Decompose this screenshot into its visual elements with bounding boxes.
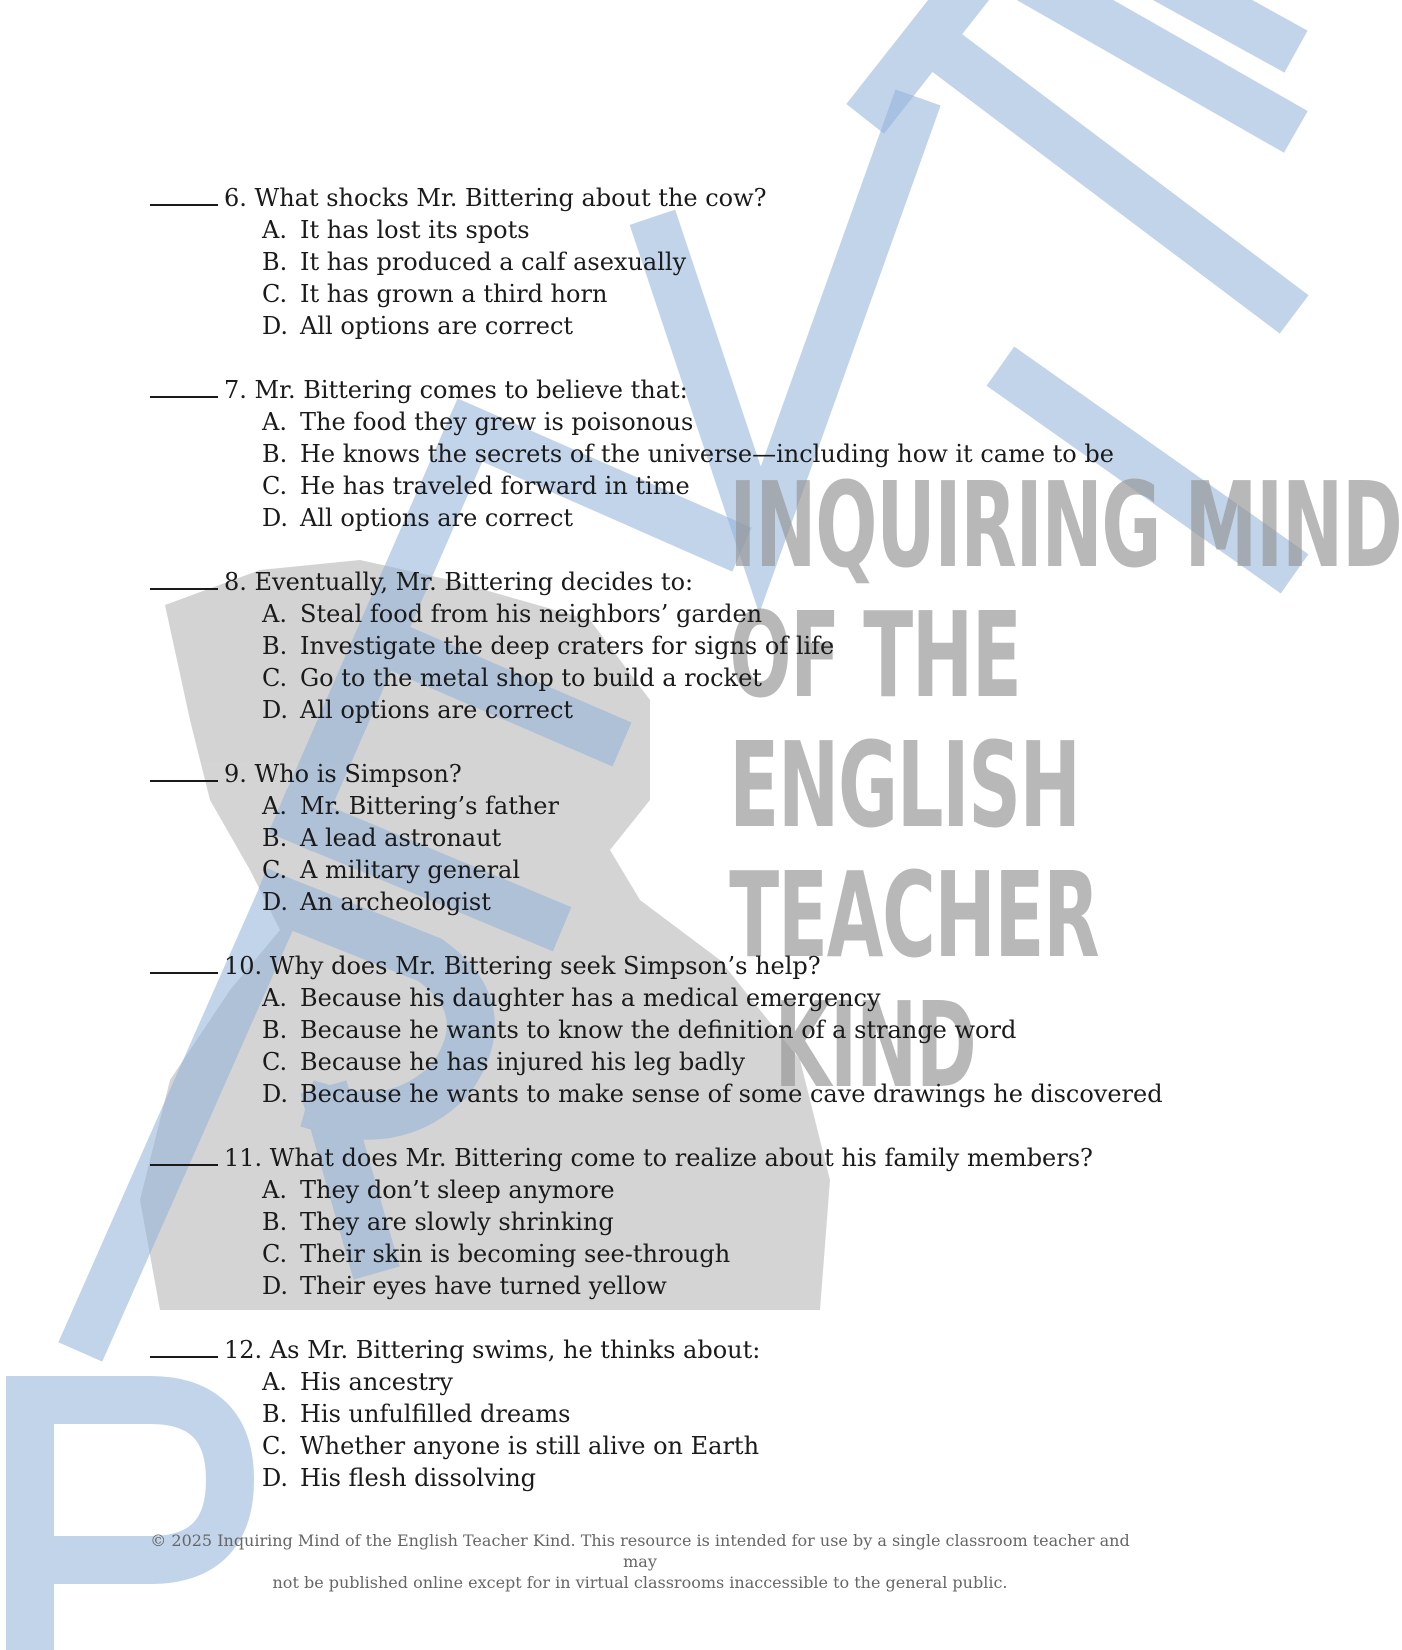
answer-blank[interactable] <box>150 182 218 206</box>
options-list <box>150 976 1210 1114</box>
option: C. A military general <box>262 856 521 884</box>
answer-blank[interactable] <box>150 1142 218 1166</box>
question-prompt: 9. Who is Simpson? <box>224 760 462 788</box>
option: D. His flesh dissolving <box>262 1464 537 1492</box>
question-prompt: 7. Mr. Bittering comes to believe that: <box>224 376 688 404</box>
question-prompt: 6. What shocks Mr. Bittering about the cow? <box>224 184 767 212</box>
question-6 <box>150 182 1210 342</box>
answer-blank[interactable] <box>150 374 218 398</box>
footer-line: © 2025 Inquiring Mind of the English Teacher Kind. This resource is intended for use by a single classroom teacher and may <box>150 1531 1130 1571</box>
option: A. It has lost its spots <box>262 216 530 244</box>
question-prompt: 11. What does Mr. Bittering come to realize about his family members? <box>224 1144 1093 1172</box>
option: C. It has grown a third horn <box>262 280 608 308</box>
option: A. His ancestry <box>262 1368 453 1396</box>
options-list <box>150 1174 1210 1302</box>
option: A. Steal food from his neighbors’ garden <box>262 600 763 628</box>
question-11 <box>150 1142 1210 1302</box>
option: A. Mr. Bittering’s father <box>262 792 559 820</box>
option: C. Because he has injured his leg badly <box>262 1048 746 1076</box>
question-8 <box>150 566 1210 726</box>
option: D. All options are correct <box>262 504 574 532</box>
option: B. He knows the secrets of the universe—including how it came to be <box>262 440 1114 468</box>
options-list <box>150 790 1210 918</box>
question-12 <box>150 1334 1210 1494</box>
option: B. A lead astronaut <box>262 824 502 852</box>
watermark-line: KIND <box>774 976 976 1114</box>
option: B. Because he wants to know the definition of a strange word <box>262 1016 1017 1044</box>
answer-blank[interactable] <box>150 758 218 782</box>
question-prompt: 12. As Mr. Bittering swims, he thinks about: <box>224 1336 761 1364</box>
options-list <box>150 1366 1210 1494</box>
question-prompt: 10. Why does Mr. Bittering seek Simpson’s help? <box>224 952 821 980</box>
option: A. They don’t sleep anymore <box>262 1176 615 1204</box>
options-list <box>150 406 1210 534</box>
option: B. They are slowly shrinking <box>262 1208 614 1236</box>
option: D. All options are correct <box>262 312 574 340</box>
answer-blank[interactable] <box>150 1334 218 1358</box>
option: D. Their eyes have turned yellow <box>262 1272 667 1300</box>
option: A. The food they grew is poisonous <box>262 408 694 436</box>
options-list <box>150 214 1210 342</box>
option: A. Because his daughter has a medical emergency <box>262 984 881 1012</box>
copyright-footer <box>140 1530 1140 1593</box>
question-9 <box>150 758 1210 918</box>
question-7 <box>150 374 1210 534</box>
option: B. His unfulfilled dreams <box>262 1400 571 1428</box>
option: C. Whether anyone is still alive on Earth <box>262 1432 760 1460</box>
option: D. An archeologist <box>262 888 491 916</box>
option: C. He has traveled forward in time <box>262 472 690 500</box>
option: C. Go to the metal shop to build a rocket <box>262 664 762 692</box>
option: B. Investigate the deep craters for signs of life <box>262 632 835 660</box>
watermark-line: OF THE <box>729 586 1021 724</box>
footer-line: not be published online except for in virtual classrooms inaccessible to the general public. <box>272 1573 1008 1592</box>
question-10 <box>150 950 1210 1114</box>
question-prompt: 8. Eventually, Mr. Bittering decides to: <box>224 568 694 596</box>
watermark-line: TEACHER <box>729 846 1099 984</box>
option: C. Their skin is becoming see-through <box>262 1240 731 1268</box>
options-list <box>150 598 1210 726</box>
option: B. It has produced a calf asexually <box>262 248 687 276</box>
answer-blank[interactable] <box>150 950 218 974</box>
watermark-line: INQUIRING MIND <box>729 456 1402 594</box>
watermark-line: ENGLISH <box>729 716 1080 854</box>
answer-blank[interactable] <box>150 566 218 590</box>
option: D. Because he wants to make sense of some cave drawings he discovered <box>262 1080 1163 1108</box>
option: D. All options are correct <box>262 696 574 724</box>
